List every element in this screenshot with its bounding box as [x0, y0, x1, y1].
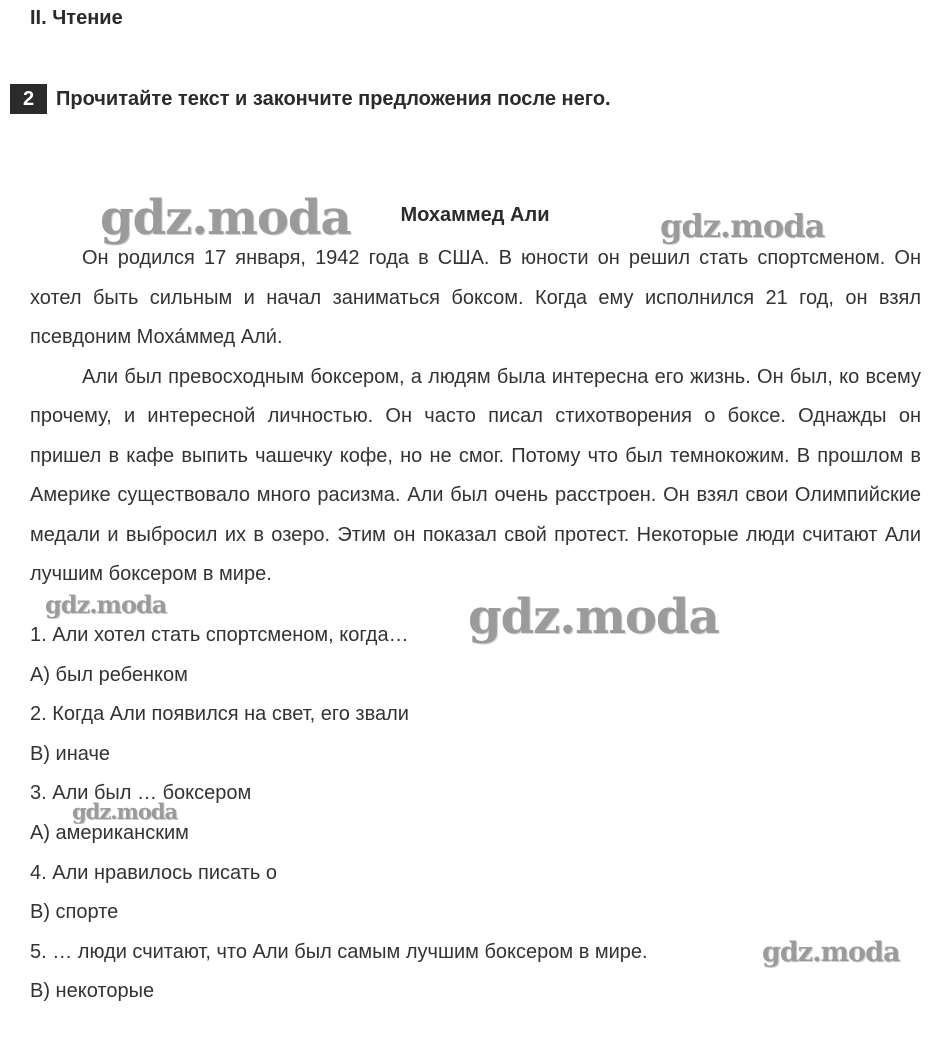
- question-5: 5. … люди считают, что Али был самым лучшим боксером в мире.: [30, 940, 648, 963]
- answer-3: А) американским: [30, 821, 189, 844]
- watermark: gdz.moda: [45, 590, 167, 619]
- answer-1: А) был ребенком: [30, 663, 188, 686]
- question-2: 2. Когда Али появился на свет, его звали: [30, 703, 409, 726]
- passage-paragraph-2: Али был превосходным боксером, а людям была интересна его жизнь. Он был, ко всему прочему, и интересной личностью. Он часто писал стихотворения о боксе. Однажды он пришел в кафе выпить чашечку кофе, но не смог. Потому что был темнокожим. В прошлом в Америке существовало много расизма. Али был очень расстроен. Он взял свои Олимпийские медали и выбросил их в озеро. Этим он показал свой протест. Некоторые люди считают Али лучшим боксером в мире.: [30, 365, 921, 585]
- answer-4: В) спорте: [30, 901, 119, 924]
- watermark: gdz.moda: [660, 207, 825, 245]
- watermark: gdz.moda: [100, 190, 351, 246]
- task-header: [10, 84, 611, 114]
- passage-paragraph-1: Он родился 17 января, 1942 года в США. В юности он решил стать спортсменом. Он хотел быть сильным и начал заниматься боксом. Когда ему исполнился 21 год, он взял псевдоним Моха́ммед Али́.: [30, 247, 921, 348]
- question-4: 4. Али нравилось писать о: [30, 861, 278, 884]
- watermark: gdz.moda: [72, 799, 178, 824]
- task-number-badge: 2: [10, 84, 47, 114]
- question-3: 3. Али был … боксером: [30, 782, 252, 805]
- answer-2: В) иначе: [30, 742, 110, 765]
- watermark: gdz.moda: [468, 589, 719, 645]
- question-1: 1. Али хотел стать спортсменом, когда…: [30, 624, 409, 646]
- answer-5: В) некоторые: [30, 980, 155, 1003]
- text-title: Мохаммед Али: [400, 204, 550, 226]
- reading-passage: [30, 239, 921, 595]
- task-instruction: Прочитайте текст и закончите предложения после него.: [56, 87, 611, 110]
- watermark: gdz.moda: [762, 937, 900, 968]
- section-title: II. Чтение: [30, 7, 123, 29]
